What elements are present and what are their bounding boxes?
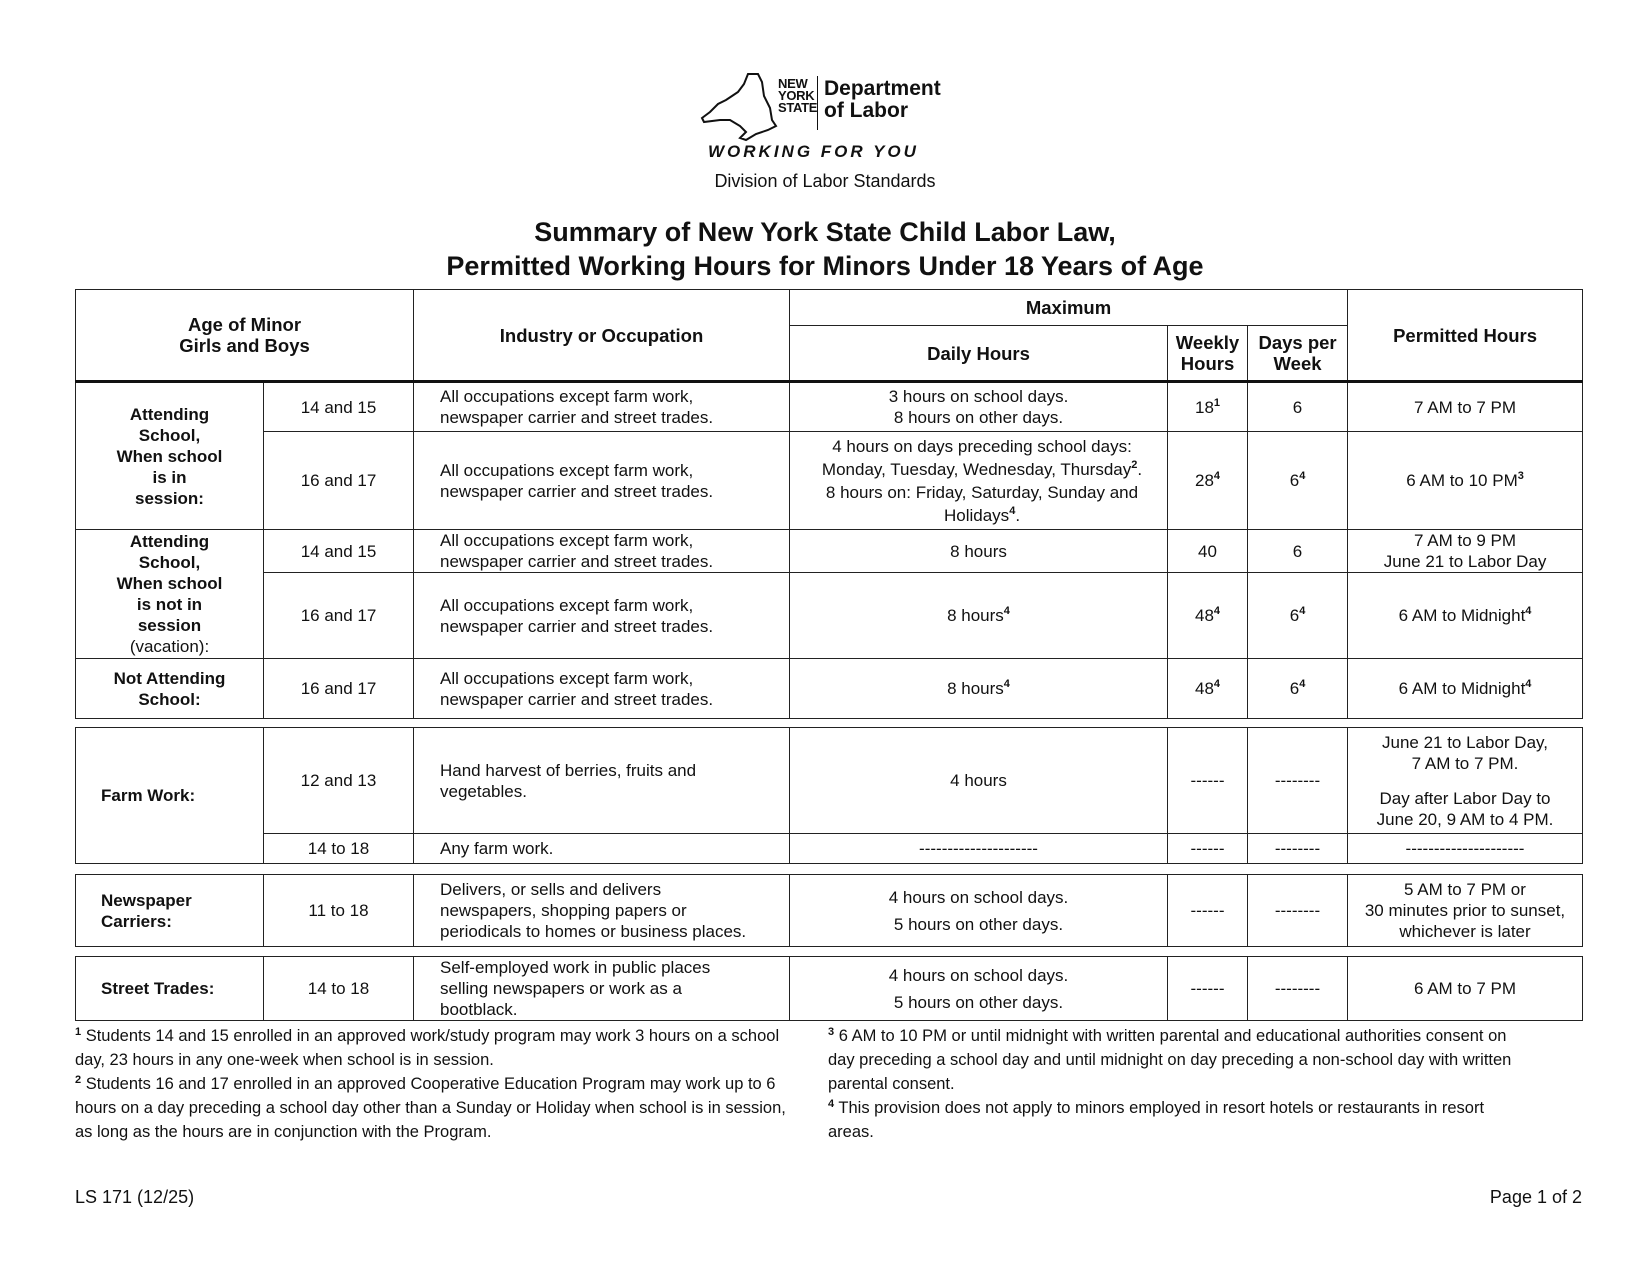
hours-table-street-trades [75,956,1583,1021]
weekly-cell: $18^1$ [1168,382,1248,432]
division-name: Division of Labor Standards [714,171,936,191]
new-york-state-map-icon [700,72,780,142]
daily-cell: 8 hours$^4$ [790,573,1168,659]
table-row [76,530,1583,573]
weekly-cell: 40 [1168,530,1248,573]
table-row [76,875,1583,947]
daily-cell: --------------------- [790,834,1168,864]
page-title [0,215,1650,283]
occupation-cell: Hand harvest of berries, fruits and vegetables. [414,728,790,834]
occupation-cell: All occupations except farm work, newspaper carrier and street trades. [414,573,790,659]
header-industry: Industry or Occupation [414,290,790,382]
page-number: Page 1 of 2 [1489,1187,1582,1207]
footnote-4: $^4$ This provision does not apply to minors employed in resort hotels or restaurants in resort areas. [828,1098,1485,1141]
group-farm-work: Farm Work: [76,728,264,864]
permitted-cell: 6 AM to Midnight$^4$ [1348,659,1583,719]
logo-tagline: WORKING FOR YOU [708,142,919,161]
weekly-cell: ------ [1168,834,1248,864]
age-cell: 16 and 17 [264,659,414,719]
permitted-cell: --------------------- [1348,834,1583,864]
daily-cell: 8 hours$^4$ [790,659,1168,719]
logo-department-line: Department [824,77,941,100]
logo-state-line: YORK [778,88,815,103]
hours-table-farm [75,727,1583,864]
weekly-cell: ------ [1168,728,1248,834]
group-not-attending: Not Attending School: [76,659,264,719]
age-cell: 16 and 17 [264,432,414,530]
permitted-cell: 7 AM to 7 PM [1348,382,1583,432]
age-cell: 11 to 18 [264,875,414,947]
weekly-cell: $28^4$ [1168,432,1248,530]
header-age: Age of Minor Girls and Boys [76,290,414,382]
daily-cell: 3 hours on school days. 8 hours on other days. [790,382,1168,432]
hours-table-newspaper [75,874,1583,947]
header-daily: Daily Hours [790,326,1168,382]
days-cell: $6^4$ [1248,573,1348,659]
table-row [76,432,1583,530]
daily-cell: 8 hours [790,530,1168,573]
table-row [76,728,1583,834]
permitted-cell: 6 AM to Midnight$^4$ [1348,573,1583,659]
footnote-2: $^2$ Students 16 and 17 enrolled in an approved Cooperative Education Program may work up to 6 hours on a day preceding a school day other than a Sunday or Holiday when school is in session, as long as the hours are in conjunction with the Program. [75,1074,786,1141]
age-cell: 14 and 15 [264,382,414,432]
age-cell: 16 and 17 [264,573,414,659]
weekly-cell: $48^4$ [1168,659,1248,719]
header-days: Days per Week [1248,326,1348,382]
permitted-cell: 7 AM to 9 PM June 21 to Labor Day [1348,530,1583,573]
footnote-3: $^3$ 6 AM to 10 PM or until midnight with written parental and educational authorities consent on day preceding a school day and until midnight on day preceding a non-school day with written parental consent. [828,1026,1512,1093]
footnotes-right [828,1024,1528,1144]
form-number: LS 171 (12/25) [75,1187,195,1207]
header-maximum: Maximum [790,290,1348,326]
weekly-cell: ------ [1168,957,1248,1021]
weekly-cell: $48^4$ [1168,573,1248,659]
occupation-cell: All occupations except farm work, newspaper carrier and street trades. [414,659,790,719]
permitted-cell: 6 AM to 10 $PM^3$ [1348,432,1583,530]
daily-cell: 4 hours on school days. 5 hours on other days. [790,957,1168,1021]
days-cell: 6 [1248,382,1348,432]
footnote-1: $^1$ Students 14 and 15 enrolled in an approved work/study program may work 3 hours on a school day, 23 hours in any one-week when school is in session. [75,1026,780,1069]
permitted-cell: June 21 to Labor Day, 7 AM to 7 PM. Day after Labor Day to June 20, 9 AM to 4 PM. [1348,728,1583,834]
logo-divider [817,76,818,130]
days-cell: $6^4$ [1248,432,1348,530]
daily-cell: 4 hours [790,728,1168,834]
group-street-trades: Street Trades: [76,957,264,1021]
occupation-cell: Self-employed work in public places selling newspapers or work as a bootblack. [414,957,790,1021]
days-cell: -------- [1248,728,1348,834]
days-cell: -------- [1248,957,1348,1021]
permitted-cell: 6 AM to 7 PM [1348,957,1583,1021]
age-cell: 14 to 18 [264,834,414,864]
occupation-cell: Delivers, or sells and delivers newspapers, shopping papers or periodicals to homes or business places. [414,875,790,947]
table-row [76,382,1583,432]
header-permitted: Permitted Hours [1348,290,1583,382]
header-weekly: Weekly Hours [1168,326,1248,382]
age-cell: 14 to 18 [264,957,414,1021]
hours-table-main [75,289,1583,719]
group-newspaper-carriers: Newspaper Carriers: [76,875,264,947]
age-cell: 12 and 13 [264,728,414,834]
title-line-2: Permitted Working Hours for Minors Under 18 Years of Age [446,251,1204,281]
daily-cell: 4 hours on days preceding school days: Monday, Tuesday, Wednesday, Thursday$^2$. 8 hours on: Friday, Saturday, Sunday and Holidays$^4$. [790,432,1168,530]
occupation-cell: All occupations except farm work, newspaper carrier and street trades. [414,432,790,530]
nys-dol-logo [700,72,940,162]
daily-cell: 4 hours on school days. 5 hours on other days. [790,875,1168,947]
table-row [76,957,1583,1021]
table-row [76,659,1583,719]
logo-state-line: STATE [778,100,818,115]
occupation-cell: Any farm work. [414,834,790,864]
age-cell: 14 and 15 [264,530,414,573]
group-in-session: Attending School, When school is in session: [76,382,264,530]
logo-state-line: NEW [778,76,808,91]
permitted-cell: 5 AM to 7 PM or 30 minutes prior to sunset, whichever is later [1348,875,1583,947]
days-cell: -------- [1248,834,1348,864]
weekly-cell: ------ [1168,875,1248,947]
logo-department-line: of Labor [824,99,908,122]
table-row [76,834,1583,864]
days-cell: $6^4$ [1248,659,1348,719]
days-cell: -------- [1248,875,1348,947]
occupation-cell: All occupations except farm work, newspaper carrier and street trades. [414,382,790,432]
group-not-in-session: Attending School, When school is not in session (vacation): [76,530,264,659]
title-line-1: Summary of New York State Child Labor Law, [534,217,1116,247]
occupation-cell: All occupations except farm work, newspaper carrier and street trades. [414,530,790,573]
days-cell: 6 [1248,530,1348,573]
table-row [76,573,1583,659]
footnotes-left [75,1024,795,1144]
